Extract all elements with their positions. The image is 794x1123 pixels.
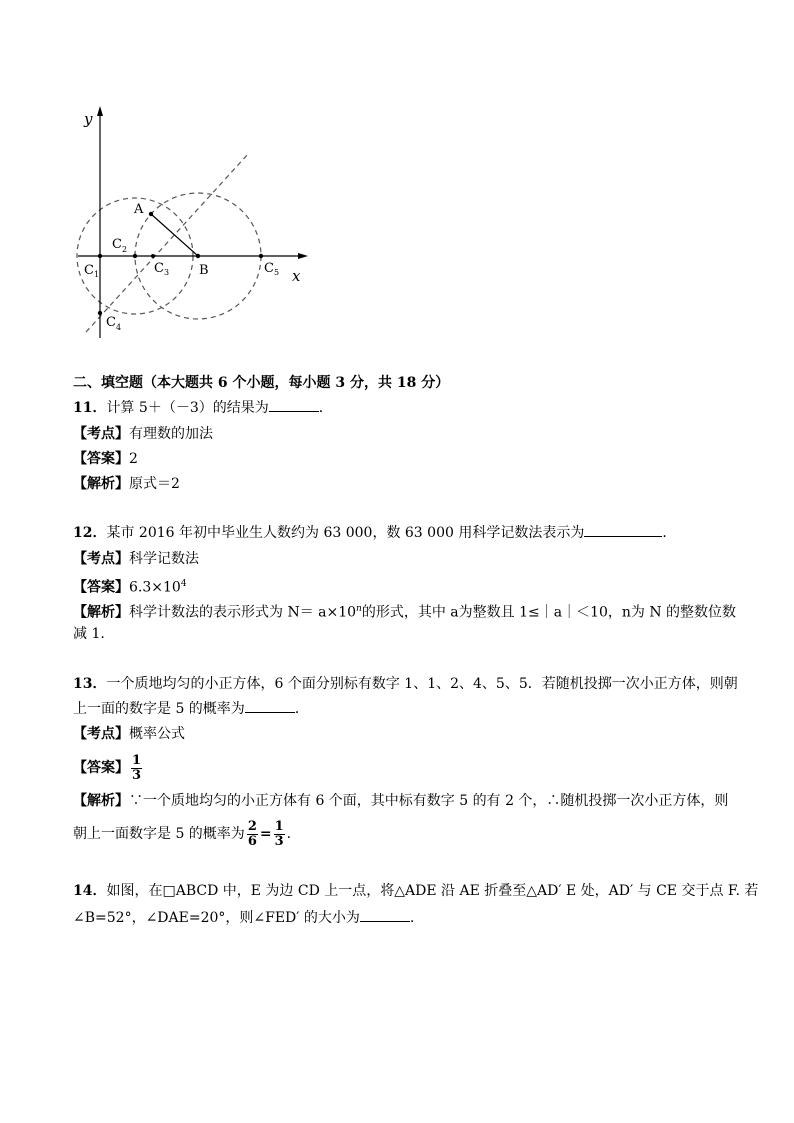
- q13-kaodian-text: 概率公式: [129, 726, 185, 742]
- q12-kaodian: [73, 550, 199, 568]
- q13-frac2: [274, 820, 285, 849]
- q13-jiexi-label: 【解析】: [73, 793, 129, 809]
- q11-kaodian-text: 有理数的加法: [129, 426, 213, 442]
- q13-line1: [73, 675, 738, 693]
- q13-jiexi-end: .: [286, 826, 292, 842]
- point-c2: [133, 254, 137, 258]
- q13-frac2-num: 1: [274, 818, 284, 834]
- label-y: y: [84, 110, 93, 128]
- q12-end: ．: [662, 525, 677, 541]
- q14-line1: [73, 882, 758, 900]
- point-a: [149, 212, 153, 216]
- q12-text: 某市 2016 年初中毕业生人数约为 63 000，数 63 000 用科学记数法表示为: [106, 525, 585, 541]
- q13-text-line2: 上一面的数字是 5 的概率为: [73, 701, 245, 717]
- label-c3: C: [154, 261, 164, 276]
- label-x: x: [292, 267, 301, 285]
- q14-line2: [73, 909, 414, 927]
- q13-answer: [73, 752, 144, 784]
- q11-question: [73, 399, 333, 417]
- point-c1: [98, 254, 102, 258]
- q13-frac1: [247, 820, 258, 849]
- q12-question: [73, 524, 676, 542]
- point-c3: [151, 254, 155, 258]
- label-c1: C: [84, 263, 94, 278]
- q13-frac2-den: 3: [274, 833, 284, 849]
- label-c2-sub: 2: [122, 245, 128, 254]
- q13-frac1-den: 6: [247, 833, 257, 849]
- label-c1-sub: 1: [94, 270, 100, 279]
- q11-text: 计算 5＋（－3）的结果为: [106, 400, 269, 416]
- q12-jiexi-exp: n: [356, 604, 362, 614]
- coordinate-diagram: [70, 100, 320, 340]
- point-c5: [259, 254, 263, 258]
- q13-answer-fraction: [131, 754, 142, 783]
- q13-answer-num: 1: [132, 752, 142, 768]
- q14-number: 14．: [73, 883, 107, 899]
- q12-kaodian-label: 【考点】: [73, 551, 129, 567]
- q12-jiexi-line2: 减 1.: [73, 626, 105, 642]
- q14-text-line2: ∠B=52°，∠DAE=20°，则∠FED′ 的大小为: [73, 910, 360, 926]
- q13-jiexi-line1: ∵一个质地均匀的小正方体有 6 个面，其中标有数字 5 的有 2 个，∴随机投掷一次小正方体，则: [129, 793, 729, 809]
- q13-kaodian-label: 【考点】: [73, 726, 129, 742]
- label-c5-sub: 5: [274, 268, 280, 277]
- point-c4: [98, 311, 102, 315]
- q13-answer-label: 【答案】: [73, 760, 129, 776]
- segment-ab: [151, 214, 198, 256]
- q11-jiexi-label: 【解析】: [73, 476, 129, 492]
- q12-jiexi: [73, 600, 736, 622]
- q13-answer-den: 3: [132, 767, 142, 783]
- q11-number: 11．: [73, 400, 107, 416]
- q11-answer: [73, 450, 138, 468]
- q13-equals: =: [259, 826, 272, 842]
- q12-answer: [73, 575, 187, 597]
- q11-jiexi: [73, 475, 180, 493]
- label-c5: C: [264, 261, 274, 276]
- label-c4-sub: 4: [116, 323, 122, 332]
- q13-kaodian: [73, 725, 185, 743]
- q12-jiexi-b: 的形式，其中 a为整数且 1≤｜a｜＜10，n为 N 的整数位数: [361, 604, 737, 621]
- q12-kaodian-text: 科学记数法: [129, 551, 199, 567]
- q11-kaodian-label: 【考点】: [73, 426, 129, 442]
- label-c3-sub: 3: [164, 268, 170, 277]
- label-c2: C: [112, 237, 122, 252]
- q11-answer-text: 2: [129, 451, 138, 467]
- q11-end: ．: [318, 400, 333, 416]
- y-axis-arrow: [97, 106, 103, 116]
- q12-blank: [584, 524, 662, 537]
- q12-jiexi-label: 【解析】: [73, 604, 129, 621]
- q13-text-line1: 一个质地均匀的小正方体，6 个面分别标有数字 1、1、2、4、5、5．若随机投掷一次小正方体，则朝: [106, 676, 738, 692]
- q11-answer-label: 【答案】: [73, 451, 129, 467]
- q13-line2: [73, 700, 309, 718]
- q13-jiexi: [73, 792, 728, 810]
- q12-jiexi-a: 科学计数法的表示形式为 N＝ a×10: [129, 604, 357, 621]
- q14-end: .: [409, 910, 415, 926]
- x-axis-arrow: [298, 253, 308, 259]
- q13-frac1-num: 2: [247, 818, 257, 834]
- q13-jiexi-line2-text: 朝上一面数字是 5 的概率为: [73, 826, 245, 842]
- q11-blank: [269, 399, 319, 412]
- q13-number: 13．: [73, 676, 107, 692]
- q12-answer-label: 【答案】: [73, 579, 129, 596]
- q13-jiexi-line2: [73, 818, 291, 850]
- q14-blank: [360, 909, 410, 922]
- q11-kaodian: [73, 425, 213, 443]
- q12-answer-exp: 4: [180, 579, 187, 589]
- label-a: A: [134, 202, 144, 217]
- label-c4: C: [106, 315, 116, 330]
- section-title: 二、填空题（本大题共 6 个小题，每小题 3 分，共 18 分）: [73, 375, 450, 391]
- q13-end: ．: [294, 701, 309, 717]
- q12-number: 12．: [73, 525, 107, 541]
- label-b: B: [199, 263, 209, 278]
- q13-blank: [245, 700, 295, 713]
- q11-jiexi-text: 原式＝2: [129, 476, 180, 492]
- q12-answer-base: 6.3×10: [129, 579, 181, 596]
- q14-text-line1: 如图，在□ABCD 中，E 为边 CD 上一点，将△ADE 沿 AE 折叠至△AD′ E 处，AD′ 与 CE 交于点 F. 若: [106, 883, 759, 899]
- geometry-figure: [70, 100, 320, 340]
- diagonal-line: [86, 154, 248, 332]
- point-b: [196, 254, 200, 258]
